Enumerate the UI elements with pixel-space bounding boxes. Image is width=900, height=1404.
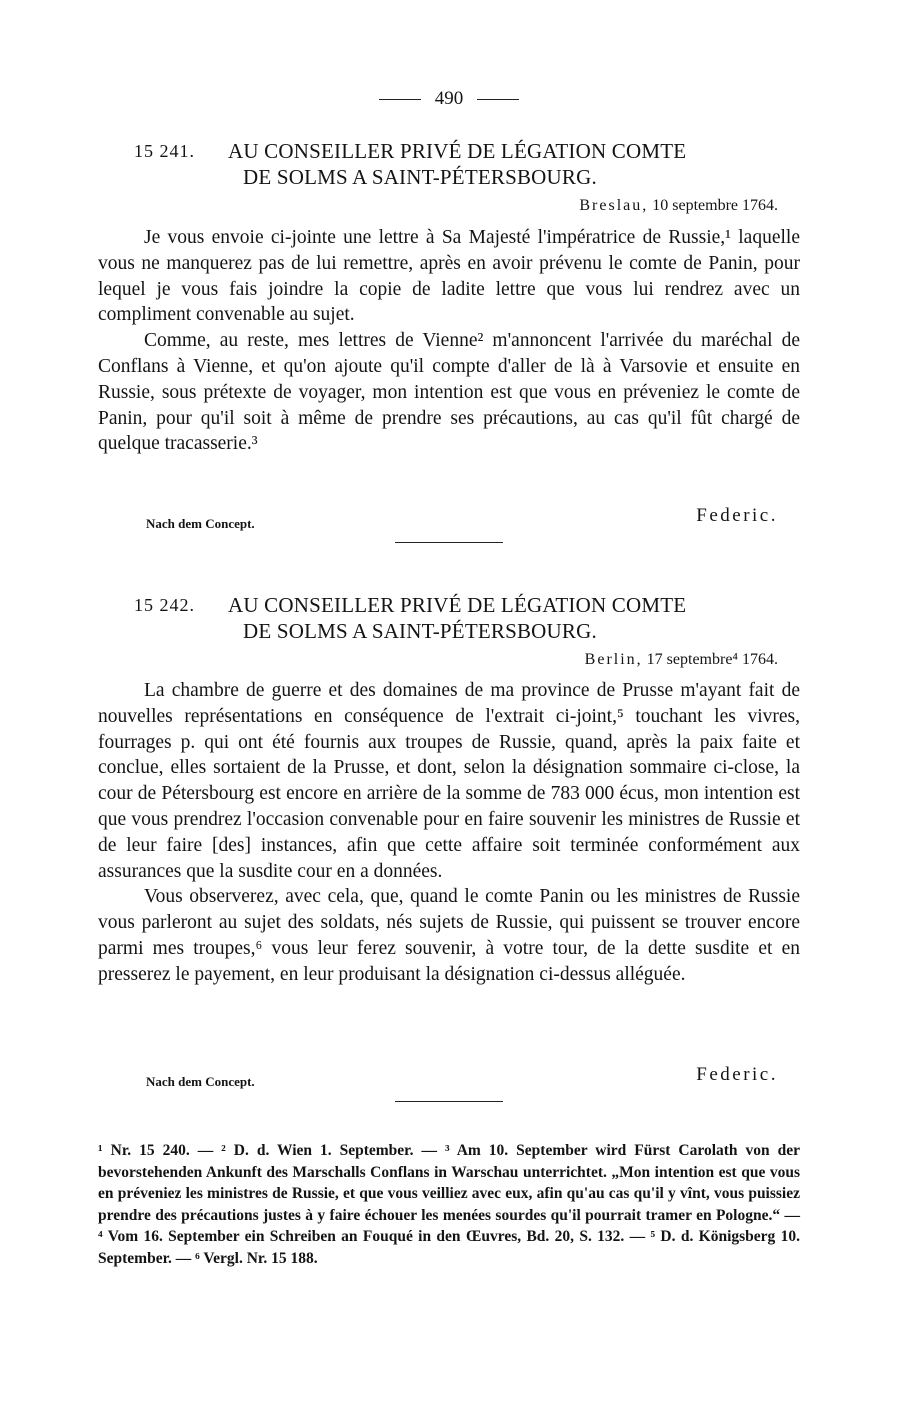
letter-title-line1: AU CONSEILLER PRIVÉ DE LÉGATION COMTE: [228, 139, 687, 163]
header-dash-right: [477, 99, 519, 100]
letter-place: Berlin,: [584, 651, 643, 668]
letter-paragraph: La chambre de guerre et des domaines de ma province de Prusse m'ayant fait de nouvelles représentations en conséquence de l'extrait ci-joint,⁵ touchant les vivres, fourrages p. qui ont été fournis aux troupes de Russie, quand, après la paix faite et conclue, elles sortaient de la Prusse, et dont, selon la désignation sommaire ci-close, la cour de Pétersbourg est encore en arrière de la somme de 783 000 écus, mon intention est que vous prendrez l'occasion convenable pour en faire souvenir les ministres de Russie et de leur faire [des] instances, afin que cette affaire soit terminée conformément aux assurances que la susdite cour en a données.: [98, 680, 800, 882]
letter-date: 10 septembre 1764.: [652, 197, 778, 214]
letter-title-line2: DE SOLMS A SAINT-PÉTERSBOURG.: [243, 619, 597, 643]
signature: Federic.: [696, 505, 778, 526]
letter-dateline: [579, 197, 778, 215]
letter-number: 15 242.: [134, 595, 195, 615]
header-dash-left: [379, 99, 421, 100]
footnotes: ¹ Nr. 15 240. — ² D. d. Wien 1. September. — ³ Am 10. September wird Fürst Carolath von der bevorstehenden Ankunft des Marschalls Conflans in Warschau unterrichtet. „Mon intention est que vous en préveniez les ministres de Russie, et que vous veilliez avec eux, afin qu'au cas qu'il y vînt, vous puissiez prendre des précautions justes à y faire échouer les menées sourdes qu'il pourrait tramer en Pologne.“ — ⁴ Vom 16. September ein Schreiben an Fouqué in den Œuvres, Bd. 20, S. 132. — ⁵ D. d. Königsberg 10. September. — ⁶ Vergl. Nr. 15 188.: [98, 1142, 800, 1267]
section-divider: [395, 542, 503, 543]
source-note: Nach dem Concept.: [146, 1074, 255, 1089]
letter-dateline: [585, 651, 778, 669]
source-note: Nach dem Concept.: [146, 516, 255, 531]
letter-place: Breslau,: [579, 197, 649, 214]
letter-title-line1: AU CONSEILLER PRIVÉ DE LÉGATION COMTE: [228, 593, 687, 617]
letter-paragraph: Vous observerez, avec cela, que, quand le comte Panin ou les ministres de Russie vous parleront au sujet des soldats, nés sujets de Russie, qui puissent se trouver encore parmi mes troupes,⁶ vous leur ferez souvenir, à votre tour, de la dette susdite et en presserez le payement, en leur produisant la désignation ci-dessus alléguée.: [98, 886, 800, 985]
page-header: [98, 88, 800, 110]
letter-body: [98, 678, 800, 988]
section-divider: [395, 1101, 503, 1102]
letter-body: [98, 225, 800, 457]
letter-number: 15 241.: [134, 141, 195, 161]
signature: Federic.: [696, 1064, 778, 1085]
letter-title-line2: DE SOLMS A SAINT-PÉTERSBOURG.: [243, 165, 597, 189]
letter-date: 17 septembre⁴ 1764.: [646, 651, 778, 668]
letter-paragraph: Je vous envoie ci-jointe une lettre à Sa Majesté l'impératrice de Russie,¹ laquelle vous ne manquerez pas de lui remettre, après en avoir prévenu le comte de Panin, pour lequel je vous fais joindre la copie de ladite lettre que vous lui rendrez avec un compliment convenable au sujet.: [98, 227, 800, 326]
page-number: 490: [434, 88, 464, 109]
letter-paragraph: Comme, au reste, mes lettres de Vienne² m'annoncent l'arrivée du maréchal de Conflans à Vienne, et qu'on ajoute qu'il compte d'aller de là à Varsovie et ensuite en Russie, sous prétexte de voyager, mon intention est que vous en préveniez le comte de Panin, pour qu'il soit à même de prendre ses précautions, au cas qu'il fût chargé de quelque tracasserie.³: [98, 330, 800, 455]
